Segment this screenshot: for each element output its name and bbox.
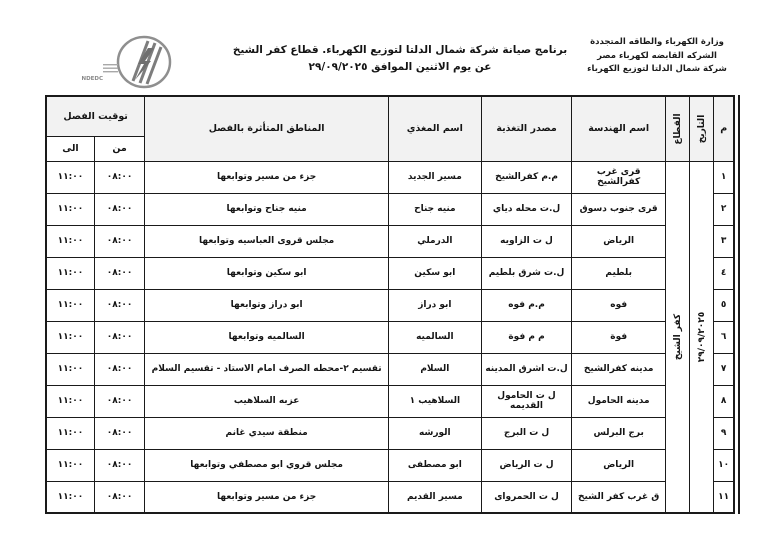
engineering-cell: فوه [572,289,666,321]
areas-cell: جزء من مسير وتوابعها [145,161,389,193]
col-header-serial: م [714,96,734,161]
from-time-cell: ٠٨:٠٠ [94,161,144,193]
areas-cell: تقسيم ٢-محطه الصرف امام الاستاد - تقسيم السلام [145,353,389,385]
areas-cell: منطقة سيدي غانم [145,417,389,449]
areas-cell: عزبه السلاهيب [145,385,389,417]
to-time-cell: ١١:٠٠ [46,321,94,353]
table-row [46,225,734,257]
date-cell [690,161,714,513]
source-cell: ل ت الحمرواى [481,481,572,513]
feeder-cell: السلام [389,353,482,385]
col-header-sector-label: القطاع [672,113,683,145]
source-cell: م م فوة [481,321,572,353]
feeder-cell: ابو سكين [389,257,482,289]
to-time-cell: ١١:٠٠ [46,449,94,481]
source-cell: ل.ت شرق بلطيم [481,257,572,289]
org-line-company: شركة شمال الدلتا لتوزيع الكهرباء [587,64,727,74]
feeder-cell: الدرملي [389,225,482,257]
table-row [46,417,734,449]
to-time-cell: ١١:٠٠ [46,289,94,321]
table-row [46,353,734,385]
table-row [46,193,734,225]
sector-cell [666,161,690,513]
to-time-cell: ١١:٠٠ [46,257,94,289]
serial-cell: ٢ [714,193,734,225]
engineering-cell: مدينه كفرالشيخ [572,353,666,385]
areas-cell: ابو سكين وتوابعها [145,257,389,289]
title-line-2: عن يوم الاثنين الموافق ٢٩/٠٩/٢٠٢٥ [308,61,492,73]
to-time-cell: ١١:٠٠ [46,353,94,385]
from-time-cell: ٠٨:٠٠ [94,353,144,385]
serial-cell: ٨ [714,385,734,417]
engineering-cell: بلطيم [572,257,666,289]
table-row [46,321,734,353]
feeder-cell: الورشه [389,417,482,449]
title-line-1: برنامج صيانة شركة شمال الدلتا لتوزيع الكهرباء. قطاع كفر الشيخ [232,44,568,56]
areas-cell: مجلس قروى العباسيه وتوابعها [145,225,389,257]
serial-cell: ٤ [714,257,734,289]
from-time-cell: ٠٨:٠٠ [94,385,144,417]
from-time-cell: ٠٨:٠٠ [94,289,144,321]
to-time-cell: ١١:٠٠ [46,417,94,449]
engineering-cell: فوة [572,321,666,353]
to-time-cell: ١١:٠٠ [46,161,94,193]
table-row [46,161,734,193]
to-time-cell: ١١:٠٠ [46,385,94,417]
from-time-cell: ٠٨:٠٠ [94,417,144,449]
feeder-cell: السالميه [389,321,482,353]
to-time-cell: ١١:٠٠ [46,225,94,257]
source-cell: م.م كفرالشيخ [481,161,572,193]
org-line-ministry: وزارة الكهرباء والطاقه المتجددة [590,37,724,47]
source-cell: م.م فوه [481,289,572,321]
feeder-cell: ابو دراز [389,289,482,321]
table-row [46,289,734,321]
col-header-source: مصدر التغذية [481,96,572,161]
serial-cell: ٦ [714,321,734,353]
engineering-cell: قرى غرب كفرالشيخ [572,161,666,193]
serial-cell: ٩ [714,417,734,449]
company-logo-icon [81,34,174,92]
serial-cell: ٥ [714,289,734,321]
feeder-cell: مسير القديم [389,481,482,513]
serial-cell: ١١ [714,481,734,513]
org-line-holding: الشركه القابضه لكهرباء مصر [597,50,717,61]
maintenance-schedule-table [45,95,735,514]
serial-cell: ٣ [714,225,734,257]
document-title [180,42,620,76]
from-time-cell: ٠٨:٠٠ [94,321,144,353]
table-row [46,449,734,481]
engineering-cell: ق غرب كفر الشيخ [572,481,666,513]
areas-cell: منيه جناح وتوابعها [145,193,389,225]
engineering-cell: الرياض [572,225,666,257]
to-time-cell: ١١:٠٠ [46,481,94,513]
table-row [46,481,734,513]
source-cell: ل ت الزاويه [481,225,572,257]
col-header-date [690,96,714,161]
source-cell: ل ت الحامول القديمه [481,385,572,417]
col-header-areas: المناطق المتأثرة بالفصل [145,96,389,161]
feeder-cell: السلاهيب ١ [389,385,482,417]
col-header-feeder: اسم المغذي [389,96,482,161]
source-cell: ل.ت اشرق المدينه [481,353,572,385]
from-time-cell: ٠٨:٠٠ [94,225,144,257]
feeder-cell: منيه جناح [389,193,482,225]
date-cell-label: ٢٩/٠٩/٢٠٢٥ [696,311,707,363]
source-cell: ل ت الرياض [481,449,572,481]
engineering-cell: مدينه الحامول [572,385,666,417]
logo-text: NDEDC [81,76,103,82]
col-header-to: الى [46,136,94,161]
from-time-cell: ٠٨:٠٠ [94,449,144,481]
areas-cell: ابو دراز وتوابعها [145,289,389,321]
areas-cell: جزء من مسير وتوابعها [145,481,389,513]
areas-cell: مجلس قروي ابو مصطفي وتوابعها [145,449,389,481]
serial-cell: ١ [714,161,734,193]
source-cell: ل ت البرج [481,417,572,449]
feeder-cell: ابو مصطفى [389,449,482,481]
from-time-cell: ٠٨:٠٠ [94,193,144,225]
col-header-timing: توقيت الفصل [46,96,145,136]
table-body [46,161,734,513]
col-header-engineering: اسم الهندسة [572,96,666,161]
engineering-cell: برج البرلس [572,417,666,449]
company-logo [81,34,174,92]
col-header-sector [666,96,690,161]
col-header-date-label: التاريخ [696,114,707,144]
engineering-cell: قرى جنوب دسوق [572,193,666,225]
sector-cell-label: كفر الشيخ [672,313,683,360]
to-time-cell: ١١:٠٠ [46,193,94,225]
engineering-cell: الرياض [572,449,666,481]
from-time-cell: ٠٨:٠٠ [94,257,144,289]
source-cell: ل.ت محله دياي [481,193,572,225]
feeder-cell: مسير الجديد [389,161,482,193]
serial-cell: ١٠ [714,449,734,481]
areas-cell: السالميه وتوابعها [145,321,389,353]
table-row [46,385,734,417]
table-row [46,257,734,289]
from-time-cell: ٠٨:٠٠ [94,481,144,513]
col-header-from: من [94,136,144,161]
serial-cell: ٧ [714,353,734,385]
